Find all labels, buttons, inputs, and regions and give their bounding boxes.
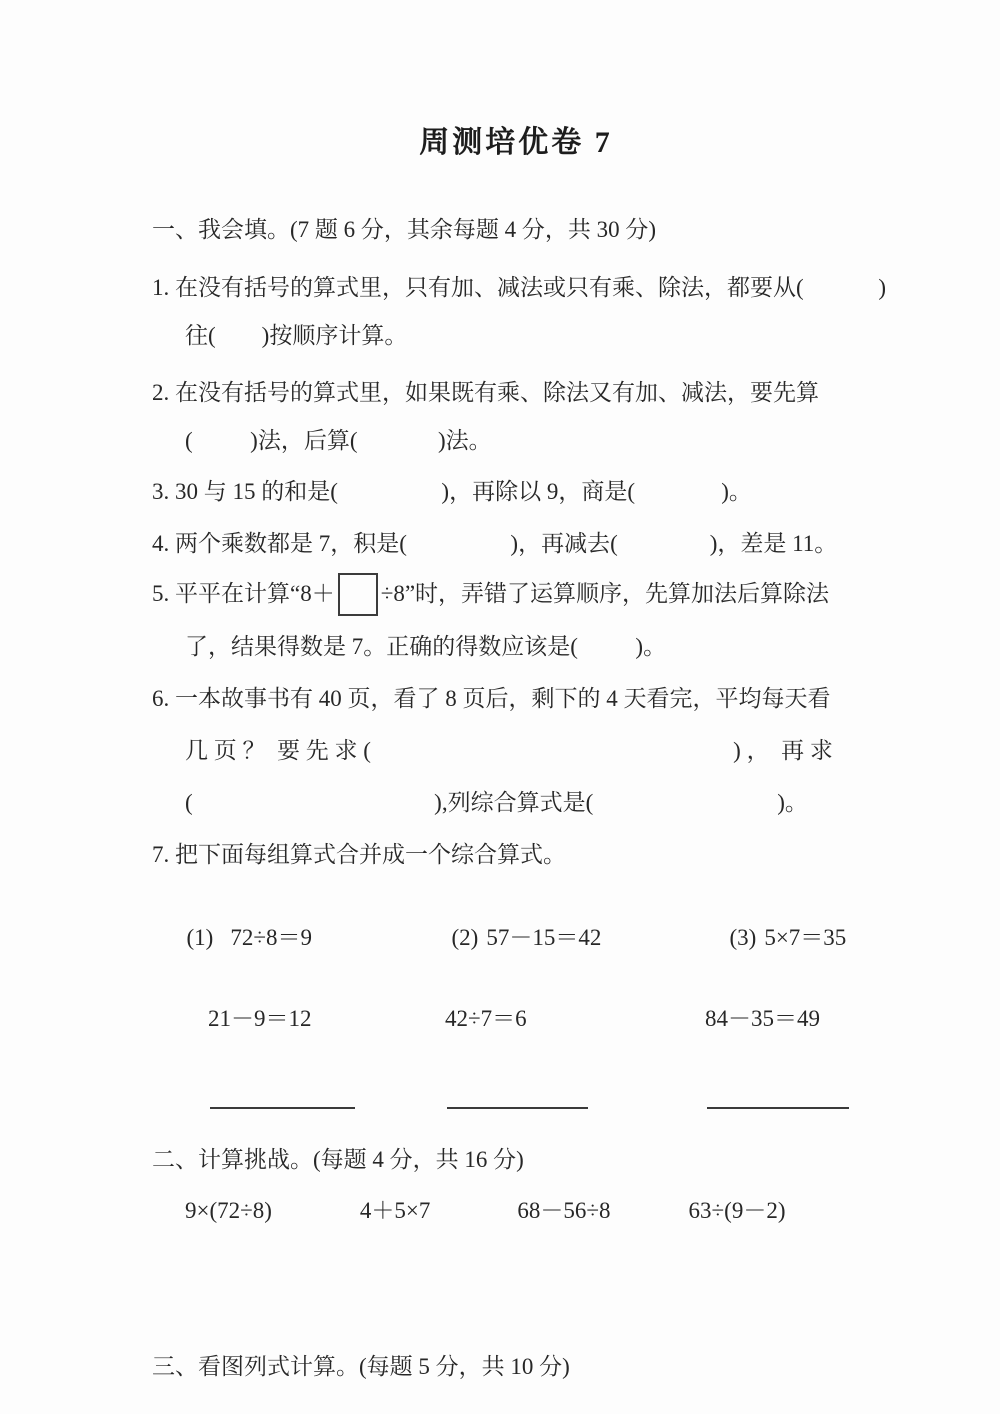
group-1-eq1: 72÷8＝9 [230, 925, 312, 950]
answer-line-2 [447, 1106, 588, 1109]
question-6-line-1: 6. 一本故事书有 40 页，看了 8 页后，剩下的 4 天看完，平均每天看 [152, 686, 831, 711]
equation-group-3-first [695, 893, 880, 983]
equation-group-2-first [417, 893, 695, 983]
question-5-line-1 [152, 572, 880, 616]
answer-line-1 [210, 1106, 355, 1109]
group-1-label: (1) [186, 925, 214, 950]
group-3-label: (3) [729, 925, 757, 950]
question-1-line-2: 往( )按顺序计算。 [185, 323, 408, 348]
section-fill-heading: 一、我会填。(7 题 6 分，其余每题 4 分，共 30 分) [152, 217, 657, 242]
question-5-prefix: 5. 平平在计算“8＋ [152, 581, 335, 606]
question-4: 4. 两个乘数都是 7，积是( )，再减去( )，差是 11。 [152, 531, 838, 556]
question-1-line-1: 1. 在没有括号的算式里，只有加、减法或只有乘、除法，都要从( ) [152, 275, 887, 300]
calc-problem-2: 4＋5×7 [359, 1198, 431, 1223]
answer-line-3 [707, 1106, 849, 1109]
group-2-label: (2) [451, 925, 479, 950]
group-1-eq2: 21－9＝12 [208, 1006, 312, 1031]
page-title: 周测培优卷 7 [419, 126, 613, 159]
question-3: 3. 30 与 15 的和是( )，再除以 9，商是( )。 [152, 479, 752, 504]
group-2-eq2: 42÷7＝6 [445, 1006, 527, 1031]
calc-problem-3: 68－56÷8 [517, 1198, 611, 1223]
equation-group-1-first [152, 893, 417, 983]
question-6-line-2: 几 页 ？ 要 先 求 ( ) ， 再 求 [185, 738, 833, 763]
question-2-line-2: ( )法，后算( )法。 [185, 428, 492, 453]
question-7-answer-lines [152, 1096, 880, 1114]
group-2-eq1: 57－15＝42 [486, 925, 602, 950]
section-diagram-heading: 三、看图列式计算。(每题 5 分，共 10 分) [152, 1354, 570, 1379]
question-5-line-2: 了，结果得数是 7。正确的得数应该是( )。 [185, 634, 667, 659]
group-3-eq2: 84－35＝49 [705, 1006, 820, 1031]
question-7-equations-row-1 [152, 893, 880, 983]
calc-problem-4: 63÷(9－2) [688, 1198, 786, 1223]
question-7-prompt: 7. 把下面每组算式合并成一个综合算式。 [152, 842, 566, 867]
calc-problems-row [152, 1196, 880, 1226]
calc-problem-1: 9×(72÷8) [185, 1198, 272, 1223]
group-3-eq1: 5×7＝35 [764, 925, 847, 950]
blank-box [338, 573, 378, 616]
question-5-suffix: ÷8”时，弄错了运算顺序，先算加法后算除法 [380, 581, 830, 606]
section-calc-heading: 二、计算挑战。(每题 4 分，共 16 分) [152, 1147, 524, 1172]
question-2-line-1: 2. 在没有括号的算式里，如果既有乘、除法又有加、减法，要先算 [152, 380, 819, 405]
question-6-line-3: ( ),列综合算式是( )。 [185, 790, 808, 815]
question-7-equations-row-2 [152, 1004, 880, 1034]
